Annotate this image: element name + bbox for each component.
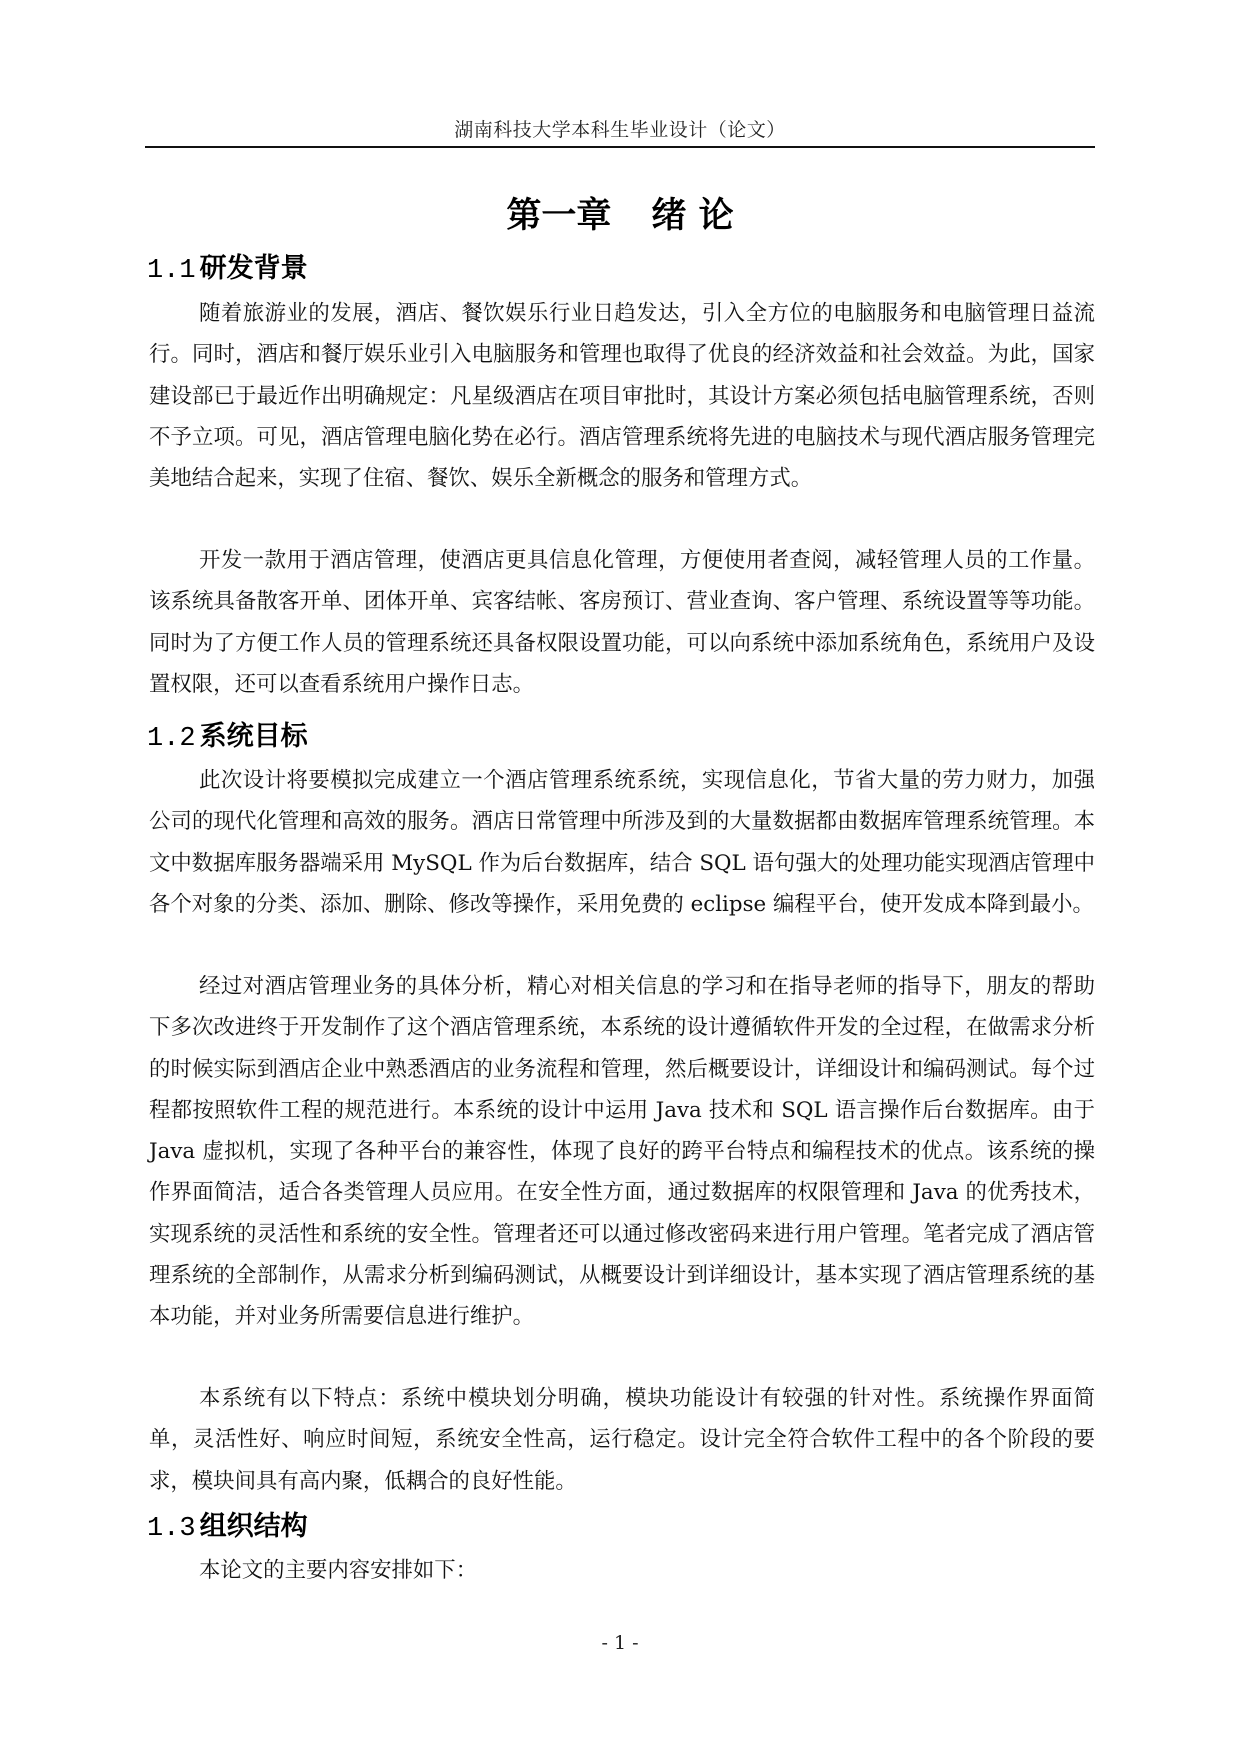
section-heading-1-3 — [147, 1509, 308, 1547]
paragraph-1-2-1: 此次设计将要模拟完成建立一个酒店管理系统系统，实现信息化，节省大量的劳力财力，加强公司的现代化管理和高效的服务。酒店日常管理中所涉及到的大量数据都由数据库管理系统管理。本文中数据库服务器端采用 MySQL 作为后台数据库，结合 SQL 语句强大的处理功能实现酒店管理中各个对象的分类、添加、删除、修改等操作，采用免费的 eclipse 编程平台，使开发成本降到最小。 — [149, 768, 1095, 917]
chapter-title — [145, 192, 1095, 240]
paragraph-1-3-1: 本论文的主要内容安排如下： — [199, 1558, 478, 1583]
section-title: 研发背景 — [199, 253, 308, 284]
section-title: 组织结构 — [199, 1511, 308, 1542]
section-number: 1.3 — [147, 1514, 196, 1544]
paragraph-1-1-2: 开发一款用于酒店管理，使酒店更具信息化管理，方便使用者查阅，减轻管理人员的工作量。该系统具备散客开单、团体开单、宾客结帐、客房预订、营业查询、客户管理、系统设置等等功能。同时为了方便工作人员的管理系统还具备权限设置功能，可以向系统中添加系统角色，系统用户及设置权限，还可以查看系统用户操作日志。 — [149, 548, 1095, 697]
page-number: - 1 - — [601, 1632, 639, 1654]
header-rule — [145, 146, 1095, 148]
section-heading-1-2 — [147, 719, 308, 757]
chapter-number-label: 第一章 — [506, 196, 612, 236]
section-number: 1.2 — [147, 724, 196, 754]
chapter-title-text: 绪 论 — [651, 196, 734, 236]
running-header: 湖南科技大学本科生毕业设计（论文） — [454, 119, 786, 141]
section-number: 1.1 — [147, 256, 196, 286]
paragraph-1-1-1: 随着旅游业的发展，酒店、餐饮娱乐行业日趋发达，引入全方位的电脑服务和电脑管理日益流行。同时，酒店和餐厅娱乐业引入电脑服务和管理也取得了优良的经济效益和社会效益。为此，国家建设部已于最近作出明确规定：凡星级酒店在项目审批时，其设计方案必须包括电脑管理系统，否则不予立项。可见，酒店管理电脑化势在必行。酒店管理系统将先进的电脑技术与现代酒店服务管理完美地结合起来，实现了住宿、餐饮、娱乐全新概念的服务和管理方式。 — [149, 301, 1095, 492]
paragraph-1-2-2: 经过对酒店管理业务的具体分析，精心对相关信息的学习和在指导老师的指导下，朋友的帮助下多次改进终于开发制作了这个酒店管理系统，本系统的设计遵循软件开发的全过程，在做需求分析的时候实际到酒店企业中熟悉酒店的业务流程和管理，然后概要设计，详细设计和编码测试。每个过程都按照软件工程的规范进行。本系统的设计中运用 Java 技术和 SQL 语言操作后台数据库。由于 Java 虚拟机，实现了各种平台的兼容性，体现了良好的跨平台特点和编程技术的优点。该系统的操作界面简洁，适合各类管理人员应用。在安全性方面，通过数据库的权限管理和 Java 的优秀技术，实现系统的灵活性和系统的安全性。管理者还可以通过修改密码来进行用户管理。笔者完成了酒店管理系统的全部制作，从需求分析到编码测试，从概要设计到详细设计，基本实现了酒店管理系统的基本功能，并对业务所需要信息进行维护。 — [149, 974, 1095, 1330]
section-title: 系统目标 — [199, 721, 308, 752]
section-heading-1-1 — [147, 251, 308, 289]
paragraph-1-2-3: 本系统有以下特点：系统中模块划分明确，模块功能设计有较强的针对性。系统操作界面简单，灵活性好、响应时间短，系统安全性高，运行稳定。设计完全符合软件工程中的各个阶段的要求，模块间具有高内聚，低耦合的良好性能。 — [149, 1386, 1095, 1494]
